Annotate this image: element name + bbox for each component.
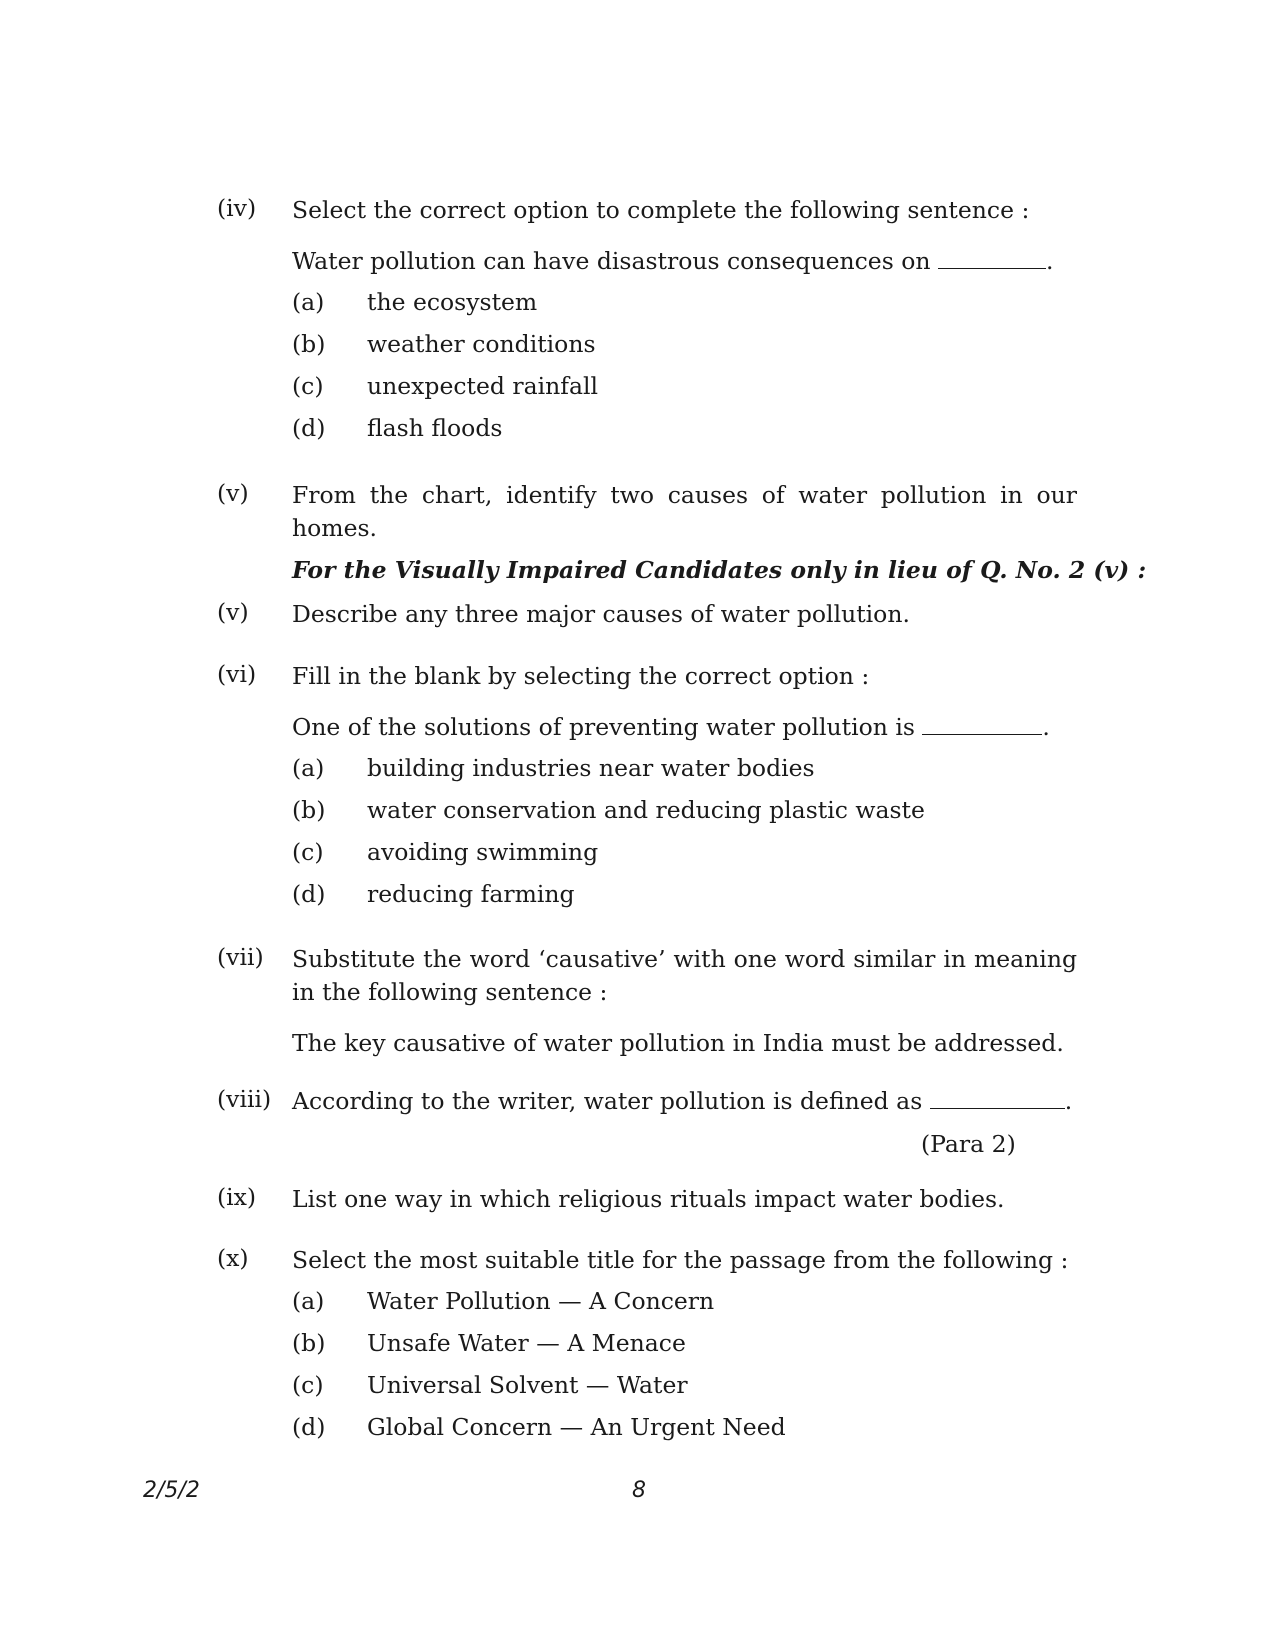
option-b: (b) weather conditions [292, 330, 596, 358]
option-d: (d) Global Concern — An Urgent Need [292, 1413, 786, 1441]
question-number: (vii) [217, 943, 264, 971]
question-v-alternate [217, 598, 1077, 631]
option-c: (c) unexpected rainfall [292, 372, 599, 400]
answer-blank [922, 714, 1042, 735]
question-text: Describe any three major causes of water pollution. [292, 600, 910, 628]
question-vi [217, 660, 1077, 920]
question-number: (v) [217, 598, 249, 626]
option-a: (a) the ecosystem [292, 288, 538, 316]
question-number: (iv) [217, 194, 257, 222]
answer-blank [930, 1088, 1065, 1109]
question-stem: Substitute the word ‘causative’ with one word similar in meaning in the following sentence : [292, 945, 1077, 1006]
option-b: (b) Unsafe Water — A Menace [292, 1329, 686, 1357]
option-b: (b) water conservation and reducing plastic waste [292, 796, 925, 824]
question-text: According to the writer, water pollution is defined as . [292, 1087, 1073, 1115]
question-text: List one way in which religious rituals impact water bodies. [292, 1185, 1005, 1213]
paper-code: 2/5/2 [143, 1478, 200, 1503]
option-c: (c) avoiding swimming [292, 838, 599, 866]
question-sentence: The key causative of water pollution in India must be addressed. [292, 1029, 1064, 1057]
question-sentence: Water pollution can have disastrous consequences on . [292, 247, 1054, 275]
question-x [217, 1244, 1077, 1453]
page-number: 8 [632, 1478, 646, 1503]
question-sentence: One of the solutions of preventing water pollution is . [292, 713, 1050, 741]
answer-blank [938, 248, 1046, 269]
question-vii [217, 943, 1077, 1060]
question-v [217, 479, 1077, 545]
question-text: From the chart, identify two causes of water pollution in our homes. [292, 481, 1077, 542]
paragraph-reference: (Para 2) [921, 1130, 1016, 1158]
question-stem: Select the correct option to complete the following sentence : [292, 196, 1030, 224]
option-d: (d) reducing farming [292, 880, 575, 908]
question-stem: Fill in the blank by selecting the correct option : [292, 662, 870, 690]
option-a: (a) building industries near water bodies [292, 754, 815, 782]
question-ix [217, 1183, 1077, 1216]
option-c: (c) Universal Solvent — Water [292, 1371, 688, 1399]
option-a: (a) Water Pollution — A Concern [292, 1287, 715, 1315]
option-d: (d) flash floods [292, 414, 503, 442]
question-viii [217, 1085, 1077, 1118]
question-number: (v) [217, 479, 249, 507]
question-number: (ix) [217, 1183, 257, 1211]
question-number: (viii) [217, 1085, 272, 1113]
question-number: (vi) [217, 660, 257, 688]
question-stem: Select the most suitable title for the passage from the following : [292, 1246, 1069, 1274]
question-number: (x) [217, 1244, 249, 1272]
question-iv [217, 194, 1077, 454]
visually-impaired-note: For the Visually Impaired Candidates only in lieu of Q. No. 2 (v) : [292, 556, 1147, 584]
